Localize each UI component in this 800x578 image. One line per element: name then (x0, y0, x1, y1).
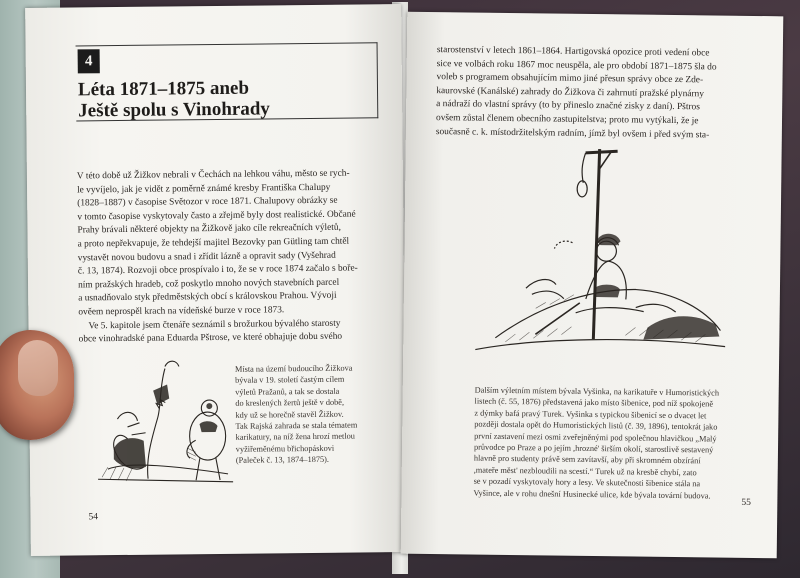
paragraph: Ve 5. kapitole jsem čtenáře seznámil s brožurkou bývalého starosty obce vinohradské pana Eduarda Pštrose, ve které obhajuje dobu svého (78, 318, 343, 345)
page-number-left: 54 (88, 512, 99, 523)
left-page (25, 4, 407, 556)
caricature-illustration (87, 348, 238, 490)
right-page (401, 12, 784, 559)
chapter-side-rule (377, 42, 379, 118)
right-caption: Dalším výletním místem bývala Vyšinka, na karikatuře v Humoristických listech (č. 55, 1876) představená jako místo šibenice, pod níž spokojeně z dýmky bafá pravý Turek. Vyšinka s typickou šibenicí se o dvacet let později dostala opět do Humoristických listů (č. 39, 1896), tentokrát jako první zastavení mezi osmi zveřejněnými pod společnou hlavičkou „Malý průvodce po Praze a po jejím ,hrozné' širším okolí, starostlivě sestavený hlavně pro studenty právě sem zavítavší, aby při skromném obzírání ,mateře měst' nezbloudili na scestí.“ Turek už na kresbě chybí, zato se v pozadí vyskytovaly hory a lesy. Ve skutečnosti šibenice stála na Vyšince, ale v rohu dnešní Husinecké ulice, kde bývala tovární budova. (473, 385, 720, 501)
left-body-text (77, 167, 384, 347)
right-body-text (436, 44, 757, 143)
page-number-right: 55 (741, 497, 751, 508)
paragraph: V této době už Žižkov nebrali v Čechách na lehkou váhu, město se rych- le vyvíjelo, jak je vidět z poměrně známé kresby Františka Chalupy (1828–1887) v časopise Světozor v roce 1871. Chalupovy obrázky se v tomto časopise vyskytovaly často a zřejmě byly dost realistické. Občané Prahy brávali některé objekty na Žižkově jako cíle rekreačních výletů, a proto nepřekvapuje, že tehdejší majitel Bezovky pan Gütling tam chtěl vystavět novou budovu a snad i zřídit lázně a opravit sady (Vyšehrad č. 13, 1874). Rozvoji obce prospívalo i to, že se v roce 1874 začalo s boře- ním pražských hradeb, což poskytlo mnoho nových stavebních parcel a usnadňovalo styk předměstských obcí s královskou Prahou. Vývoji ověem neprospěl krach na vídeňské burze v roce 1873. (76, 168, 358, 318)
chapter-top-rule (76, 42, 378, 46)
chapter-number: 4 (78, 49, 100, 73)
thumbnail (18, 340, 58, 396)
gallows-illustration (475, 138, 728, 371)
chapter-title: Léta 1871–1875 aneb Ještě spolu s Vinohrady (77, 77, 270, 122)
paragraph: starostenství v letech 1861–1864. Hartigovská opozice proti vedení obce sice ve volbách roku 1867 moc neuspěla, ale pro období 1871–1875 šla do voleb s programem obsahujícím mimo jiné přesun správy obce ze Zde- kaurovské (Kanálské) zahrady do Žižkova či zahrnutí pražské plynárny a nádraží do vlastní správy (to by přineslo značné zisky z daní). Pštros ovšem zůstal členem obecního zastupitelstva; proto mu vytýkali, že je současně c. k. místodržitelským radním, jímž byl ovšem i před svým sta- (435, 45, 717, 140)
left-caption: Místa na území budoucího Žižkova bývala v 19. století častým cílem výletů Pražanů, a tak se dostala do kreslených žertů ještě v době, kdy už se horečně stavěl Žižkov. Tak Rajská zahrada se stala tématem karikatury, na níž žena hrozí metlou vyžiřeměnému břichopáskovi (Paleček č. 13, 1874–1875). (234, 363, 358, 466)
